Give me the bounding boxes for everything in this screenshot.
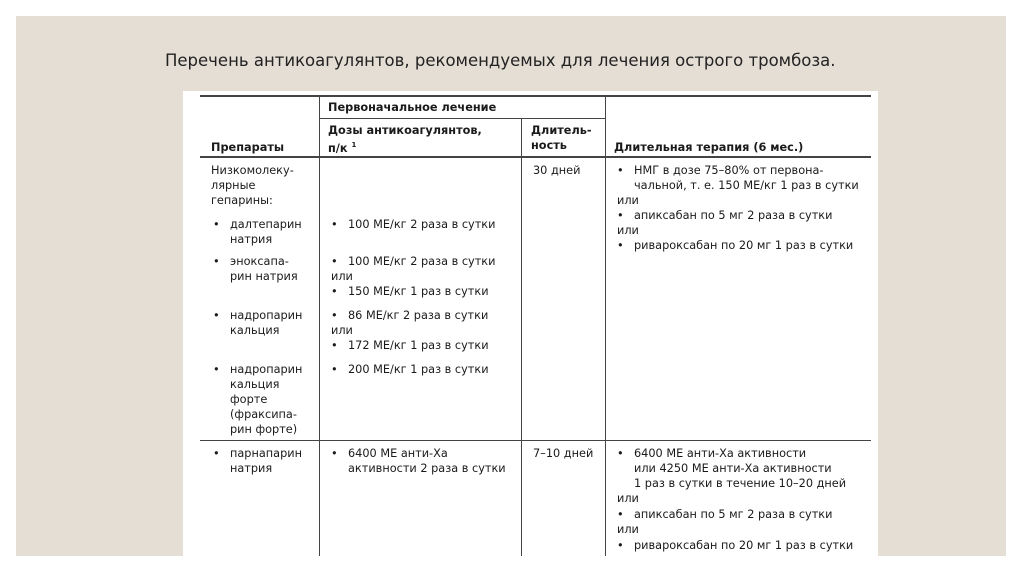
group-divider [200,440,871,441]
long-term-or: или [617,194,639,207]
long-term-or: или [617,523,639,536]
table-image [183,91,878,556]
dose-nadroparin-b: 172 МЕ/кг 1 раз в сутки [348,339,489,352]
long-term-or: или [617,224,639,237]
header-doses-line2-text: п/к [328,141,348,155]
dose-nadroparin-forte: 200 МЕ/кг 1 раз в сутки [348,363,489,376]
col-divider-3 [605,95,606,556]
long-term-parna-rivaroxaban: ривароксабан по 20 мг 1 раз в сутки [634,539,854,552]
drug-nadroparin-forte-2: кальция [230,378,280,391]
duration-lmwh: 30 дней [533,164,581,177]
drug-nadroparin-forte-3: форте [230,393,268,406]
header-duration-line2: ность [531,139,567,152]
long-term-bullet: • [617,447,624,460]
dose-bullet: • [331,218,338,231]
long-term-apixaban: апиксабан по 5 мг 2 раза в сутки [634,209,833,222]
header-initial-treatment: Первоначальное лечение [328,101,497,114]
lmwh-line-3: гепарины: [211,194,273,207]
header-doses: Дозы антикоагулянтов, [328,124,482,137]
long-term-bullet: • [617,209,624,222]
long-term-lmwh-1b: чальной, т. е. 150 МЕ/кг 1 раз в сутки [634,179,859,192]
header-bottom-border [200,156,871,158]
dose-parnaparin-2: активности 2 раза в сутки [348,462,506,475]
drug-bullet: • [213,255,220,268]
dose-nadroparin-or: или [331,324,353,337]
long-term-rivaroxaban: ривароксабан по 20 мг 1 раз в сутки [634,239,854,252]
long-term-lmwh-1a: НМГ в дозе 75–80% от первона- [634,164,824,177]
drug-bullet: • [213,309,220,322]
long-term-bullet: • [617,539,624,552]
duration-parnaparin: 7–10 дней [533,447,594,460]
dose-bullet: • [331,339,338,352]
header-drugs: Препараты [211,141,285,154]
drug-bullet: • [213,218,220,231]
drug-enoxaparin-2: рин натрия [230,270,298,283]
dose-bullet: • [331,363,338,376]
dose-nadroparin-a: 86 МЕ/кг 2 раза в сутки [348,309,489,322]
drug-parnaparin-1: парнапарин [230,447,302,460]
table-top-border [200,95,871,97]
header-long-term: Длительная терапия (6 мес.) [614,141,804,154]
long-term-bullet: • [617,164,624,177]
dose-parnaparin-1: 6400 МЕ анти-Ха [348,447,448,460]
drug-nadroparin-forte-5: рин форте) [230,423,298,436]
dose-bullet: • [331,285,338,298]
drug-nadroparin-forte-1: надропарин [230,363,303,376]
drug-nadroparin-forte-4: (фраксипа- [230,408,297,421]
drug-parnaparin-2: натрия [230,462,273,475]
drug-bullet: • [213,363,220,376]
dose-dalteparin: 100 МЕ/кг 2 раза в сутки [348,218,496,231]
lmwh-line-2: лярные [211,179,256,192]
long-term-parna-1b: или 4250 МЕ анти-Ха активности [634,462,832,475]
dose-bullet: • [331,447,338,460]
lmwh-line-1: Низкомолеку- [211,164,294,177]
drug-enoxaparin-1: эноксапа- [230,255,289,268]
long-term-parna-1a: 6400 МЕ анти-Ха активности [634,447,807,460]
col-divider-1 [319,95,320,556]
long-term-parna-apixaban: апиксабан по 5 мг 2 раза в сутки [634,508,833,521]
long-term-parna-1c: 1 раз в сутки в течение 10–20 дней [634,477,847,490]
long-term-bullet: • [617,239,624,252]
long-term-bullet: • [617,508,624,521]
initial-header-underline [319,118,605,119]
slide-title: Перечень антикоагулянтов, рекомендуемых для лечения острого тромбоза. [165,51,836,70]
drug-nadroparin-1: надропарин [230,309,303,322]
dose-enoxaparin-a: 100 МЕ/кг 2 раза в сутки [348,255,496,268]
drug-dalteparin-1: далтепарин [230,218,302,231]
col-divider-2 [521,119,522,556]
dose-bullet: • [331,255,338,268]
drug-dalteparin-2: натрия [230,233,273,246]
dose-enoxaparin-b: 150 МЕ/кг 1 раз в сутки [348,285,489,298]
header-doses-line2 [328,138,356,156]
dose-bullet: • [331,309,338,322]
long-term-or: или [617,492,639,505]
dose-enoxaparin-or: или [331,270,353,283]
header-doses-footnote: 1 [351,141,357,149]
drug-bullet: • [213,447,220,460]
header-duration-line1: Длитель- [531,124,592,137]
drug-nadroparin-2: кальция [230,324,280,337]
